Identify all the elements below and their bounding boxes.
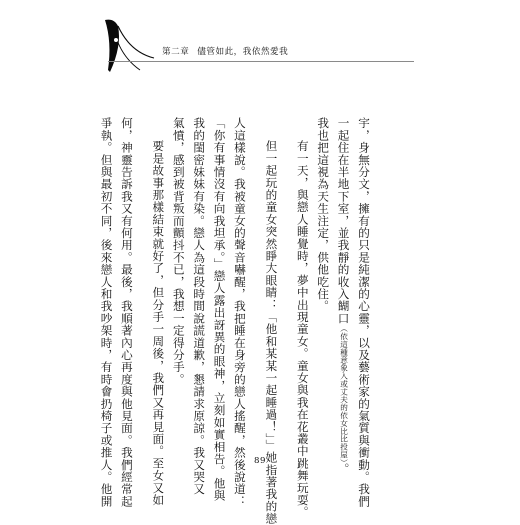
text-line	[333, 117, 353, 476]
corner-ornament-icon	[100, 12, 160, 74]
paragraph-start: 但一起玩的童女突然睜大眼睛：「他和某某一起睡過！」」她指著我的戀	[264, 140, 279, 525]
annotation-note: （依這種意象入或丈夫的依女比比投屋）	[339, 324, 349, 463]
text-line: 宇，身無分文，擁有的只是純潔的心靈，以及藝術家的氣質與衝動。我們	[357, 117, 371, 508]
text-line: 我的閨密妹妹有染。戀人為這段時間說謊道歉，懇請求原諒。我又哭又	[192, 117, 207, 496]
running-header	[162, 43, 288, 59]
text-line: 我也把這視為天生注定，供他吃住。	[316, 117, 331, 313]
text-line: 「你有事情沒有向我坦承。」戀人露出訝異的眼神，立刻如實相告。他與	[212, 117, 227, 502]
chapter-label: 第二章	[162, 47, 190, 57]
header-rule	[108, 61, 414, 62]
text-line: 爭執。但與最初不同，後來戀人和我吵架時，有時會扔椅子或推人。他開	[99, 117, 114, 508]
paragraph-start: 有一天，與戀人睡覺時，夢中出現童女。童女與我在花叢中跳舞玩耍。	[295, 140, 310, 519]
chapter-title: 儘管如此，我依然愛我	[197, 47, 289, 57]
paragraph-start: 要是故事那樣結束就好了，但分手一周後，我們又再見面。至女又如	[151, 140, 166, 507]
text-line: 何，神靈告訴我又有何用。最後，我順著內心再度與他見面。我們經常起	[119, 117, 134, 508]
text-segment: 一起住在半地下室，並我靜的收入餬口	[336, 117, 351, 325]
text-line: 氣憤，感到被背叛而顫抖不已，我想一定得分手。	[171, 117, 186, 386]
text-segment: 。	[336, 462, 351, 476]
text-line: 人這樣說。我被童女的聲音嚇醒，我把睡在身旁的戀人搖醒，然後說道：	[232, 117, 247, 508]
page-number: 89	[254, 456, 266, 466]
